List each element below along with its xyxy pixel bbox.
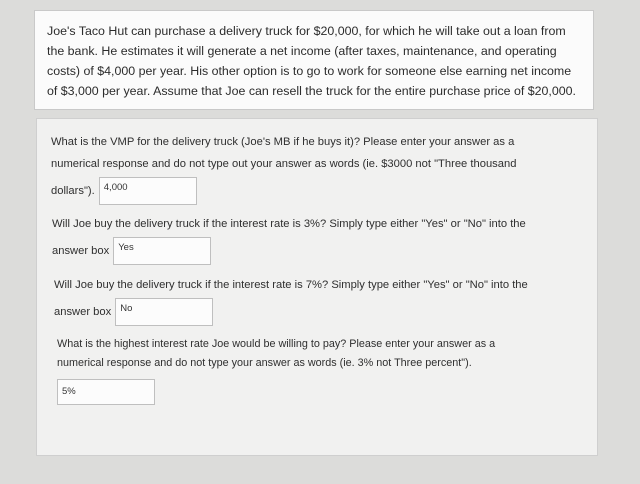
answer-box-4[interactable]	[57, 379, 155, 405]
answer-box-3[interactable]	[115, 298, 213, 326]
question-3-line-2: answer box	[54, 305, 112, 318]
question-4-line-2: numerical response and do not type your answer as words (ie. 3% not Three percent").	[57, 357, 472, 369]
question-3	[54, 274, 584, 326]
question-1	[51, 131, 581, 205]
answer-2-value: Yes	[118, 242, 134, 253]
answer-box-2[interactable]	[113, 237, 211, 265]
question-1-line-1: What is the VMP for the delivery truck (Joe's MB if he buys it)? Please enter your answer as a	[51, 136, 515, 148]
answer-box-1[interactable]	[99, 177, 197, 205]
answer-4-value: 5%	[62, 386, 76, 397]
question-1-line-3: dollars").	[51, 184, 95, 197]
answer-3-value: No	[120, 303, 133, 314]
question-4-line-1: What is the highest interest rate Joe would be willing to pay? Please enter your answer as a	[57, 338, 496, 350]
question-3-line-1: Will Joe buy the delivery truck if the interest rate is 7%? Simply type either "Yes" or "No" into the	[54, 279, 528, 291]
problem-text: Joe's Taco Hut can purchase a delivery truck for $20,000, for which he will take out a loan from the bank. He estimates it will generate a net income (after taxes, maintenance, and operating costs) of $4,000 per year. His other option is to go to work for someone else earning net income of $3,000 per year. Assume that Joe can resell the truck for the entire purchase price of $20,000.	[47, 24, 576, 98]
question-2-line-2: answer box	[52, 244, 110, 257]
problem-statement	[34, 10, 594, 110]
question-4	[57, 335, 587, 405]
answer-1-value: 4,000	[103, 182, 128, 193]
questions-panel	[36, 118, 598, 456]
question-2-line-1: Will Joe buy the delivery truck if the interest rate is 3%? Simply type either "Yes" or "No" into the	[52, 218, 526, 230]
question-1-line-2: numerical response and do not type out your answer as words (ie. $3000 not "Three thousand	[51, 158, 517, 170]
question-2	[52, 213, 582, 265]
